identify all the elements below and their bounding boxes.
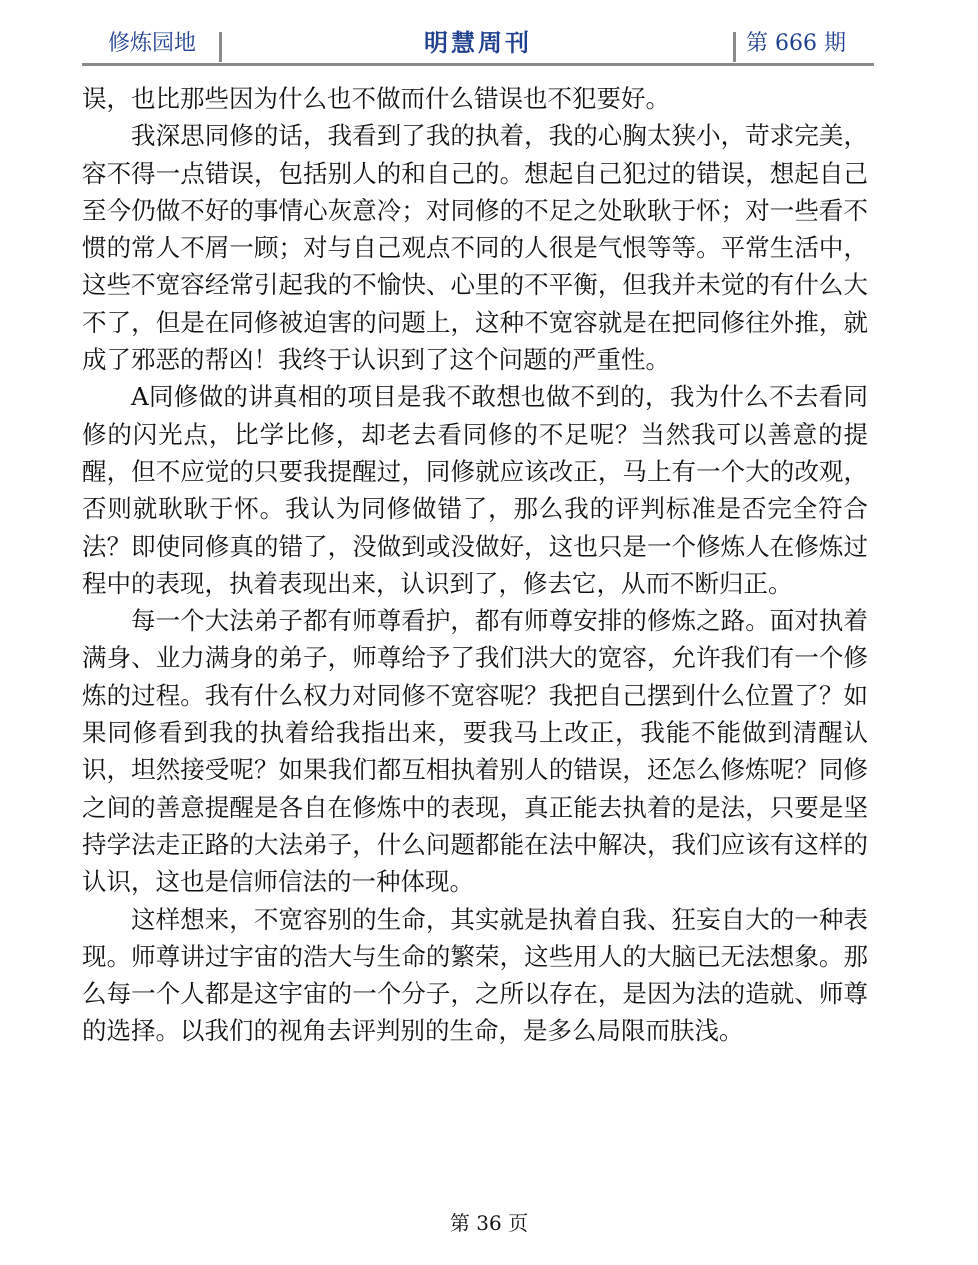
section-name: 修炼园地 [108,31,197,56]
paragraph: A同修做的讲真相的项目是我不敢想也做不到的，我为什么不去看同修的闪光点，比学比修，却老去看同修的不足呢？当然我可以善意的提醒，但不应觉的只要我提醒过，同修就应该改正，马上有一个大的改观，否则就耿耿于怀。我认为同修做错了，那么我的评判标准是否完全符合法？即使同修真的错了，没做到或没做好，这也只是一个修炼人在修炼过程中的表现，执着表现出来，认识到了，修去它，从而不断归正。 [82,382,868,598]
paragraph: 这样想来，不宽容别的生命，其实就是执着自我、狂妄自大的一种表现。师尊讲过宇宙的浩大与生命的繁荣，这些用人的大脑已无法想象。那么每一个人都是这宇宙的一个分子，之所以存在，是因为法的造就、师尊的选择。以我们的视角去评判别的生命，是多么局限而肤浅。 [82,904,868,1046]
header-divider-right [733,32,736,62]
issue-number: 第 666 期 [746,31,846,56]
header-rule [82,63,874,66]
publication-title: 明慧周刊 [424,29,532,57]
paragraph: 我深思同修的话，我看到了我的执着，我的心胸太狭小，苛求完美，容不得一点错误，包括别人的和自己的。想起自己犯过的错误，想起自己至今仍做不好的事情心灰意冷；对同修的不足之处耿耿于怀；对一些看不惯的常人不屑一顾；对与自己观点不同的人很是气恨等等。平常生活中，这些不宽容经常引起我的不愉快、心里的不平衡，但我并未觉的有什么大不了，但是在同修被迫害的问题上，这种不宽容就是在把同修往外推，就成了邪恶的帮凶！我终于认识到了这个问题的严重性。 [82,121,868,375]
paragraph: 每一个大法弟子都有师尊看护，都有师尊安排的修炼之路。面对执着满身、业力满身的弟子，师尊给予了我们洪大的宽容，允许我们有一个修炼的过程。我有什么权力对同修不宽容呢？我把自己摆到什么位置了？如果同修看到我的执着给我指出来，要我马上改正，我能不能做到清醒认识，坦然接受呢？如果我们都互相执着别人的错误，还怎么修炼呢？同修之间的善意提醒是各自在修炼中的表现，真正能去执着的是法，只要是坚持学法走正路的大法弟子，什么问题都能在法中解决，我们应该有这样的认识，这也是信师信法的一种体现。 [82,606,868,897]
page-header [82,22,874,66]
article-body [82,80,868,1050]
page-number: 第 36 页 [449,1211,529,1235]
paragraph-continued: 误，也比那些因为什么也不做而什么错误也不犯要好。 [82,84,670,113]
